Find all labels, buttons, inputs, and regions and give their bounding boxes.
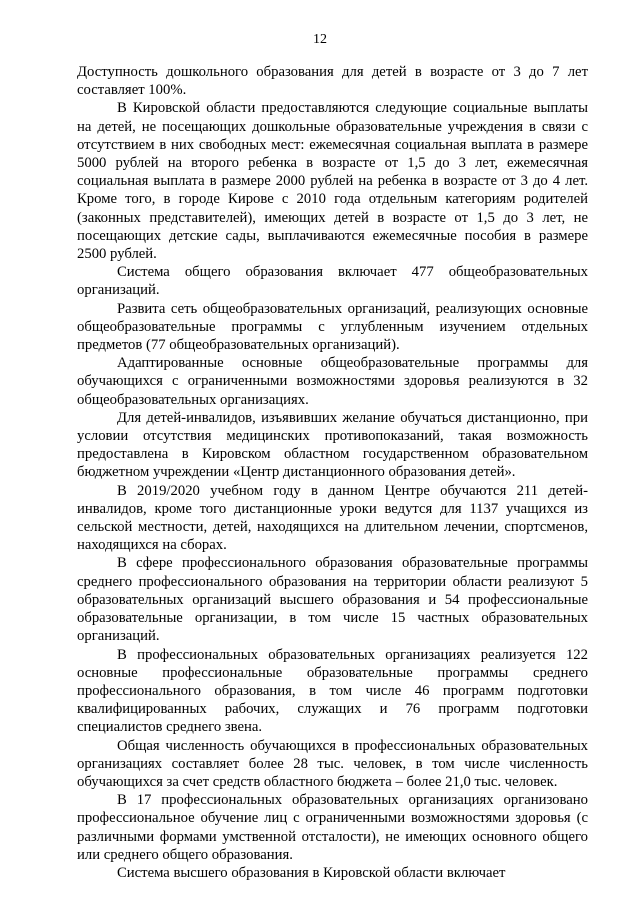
paragraph-preschool-availability: Доступность дошкольного образования для детей в возрасте от 3 до 7 лет составляет 100%.: [77, 64, 588, 99]
paragraph-center-students: В 2019/2020 учебном году в данном Центре обучаются 211 детей-инвалидов, кроме того дистанционные уроки ведутся для 1137 учащихся из сельской местности, детей, находящихся на длительном лечении, спортсменов, находящихся на сборах.: [77, 482, 588, 554]
paragraph-adapted-programs: Адаптированные основные общеобразовательные программы для обучающихся с ограниченными возможностями здоровья реализуются в 32 общеобразовательных организациях.: [77, 355, 588, 408]
paragraph-distance-learning: Для детей-инвалидов, изъявивших желание обучаться дистанционно, при условии отсутствия медицинских противопоказаний, такая возможность предоставлена в Кировском областном государственном образовательном бюджетном учреждении «Центр дистанционного образования детей».: [77, 409, 588, 481]
paragraph-advanced-programs: Развита сеть общеобразовательных организаций, реализующих основные общеобразовательные программы с углубленным изучением отдельных предметов (77 общеобразовательных организаций).: [77, 300, 588, 354]
paragraph-social-payments: В Кировской области предоставляются следующие социальные выплаты на детей, не посещающих дошкольные образовательные учреждения в связи с отсутствием в них свободных мест: ежемесячная социальная выплата в размере 5000 рублей на второго ребенка в возрасте от 1,5 до 3 лет, ежемесячная социальная выплата в размере 2000 рублей на ребенка в возрасте от 3 до 4 лет. Кроме того, в городе Кирове с 2010 года отдельным категориям родителей (законных представителей), имеющих детей в возрасте от 1,5 до 3 лет, не посещающих детские сады, выплачиваются ежемесячные пособия в размере 2500 рублей.: [77, 100, 588, 263]
paragraph-student-numbers: Общая численность обучающихся в профессиональных образовательных организациях составляет более 28 тыс. человек, в том числе численность обучающихся за счет средств областного бюджета – более 21,0 тыс. человек.: [77, 737, 588, 790]
paragraph-vocational-training: В 17 профессиональных образовательных организациях организовано профессиональное обучение лиц с ограниченными возможностями здоровья (с различными формами умственной отсталости), не имеющих основного общего или среднего общего образования.: [77, 792, 588, 863]
paragraph-professional-education: В сфере профессионального образования образовательные программы среднего профессионального образования на территории области реализуют 5 образовательных организаций высшего образования и 54 профессиональные образовательные организации, в том числе 15 частных образовательных организаций.: [77, 555, 588, 645]
paragraph-general-education: Система общего образования включает 477 общеобразовательных организаций.: [77, 264, 588, 299]
document-body: [77, 63, 588, 882]
paragraph-professional-programs: В профессиональных образовательных организациях реализуется 122 основные профессиональные образовательные программы среднего профессионального образования, в том числе 46 программ подготовки квалифицированных рабочих, служащих и 76 программ подготовки специалистов среднего звена.: [77, 646, 588, 736]
page-number: 12: [313, 32, 327, 47]
paragraph-higher-education: Система высшего образования в Кировской области включает: [117, 864, 506, 881]
